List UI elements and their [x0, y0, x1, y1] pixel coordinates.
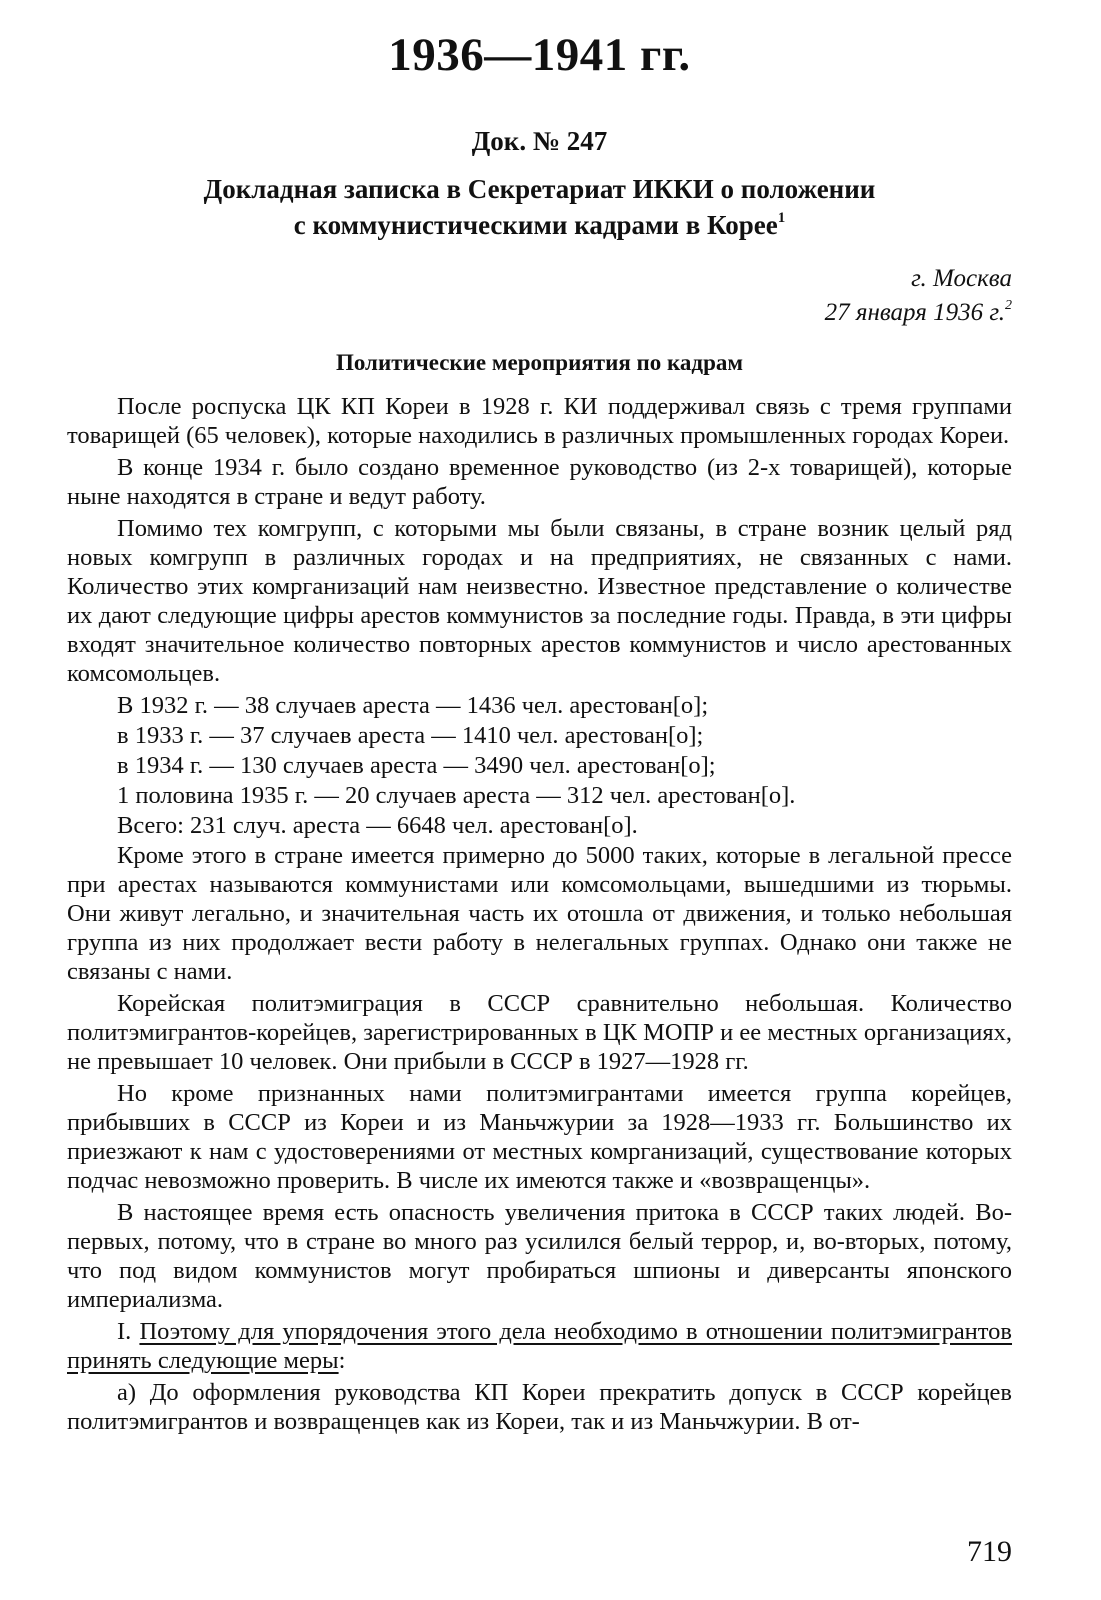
running-head: 1936—1941 гг. [388, 29, 691, 81]
document-title-line-2-text: с коммунистическими кадрами в Корее [293, 210, 778, 240]
document-date-line [825, 296, 1012, 330]
date-footnote-marker: 2 [1005, 298, 1012, 313]
title-footnote-marker: 1 [777, 210, 786, 226]
measures-number: I. [117, 1318, 132, 1345]
measures-colon: : [338, 1347, 346, 1374]
document-title-line-2 [67, 207, 1012, 243]
document-title-line-1: Докладная записка в Секретариат ИККИ о положении [203, 174, 876, 204]
paragraph: В настоящее время есть опасность увеличения притока в СССР таких людей. Во-первых, потому, что в стране во много раз усилился белый террор, и, во-вторых, потому, что под видом коммунистов могут пробираться шпионы и диверсанты японского империализма. [67, 1199, 1012, 1313]
arrest-statistics-line: в 1934 г. — 130 случаев ареста — 3490 чел. арестован[о]; [117, 752, 716, 779]
measures-underlined-text: Поэтому для упорядочения этого дела необходимо в отношении политэмигрантов принять следующие меры [67, 1318, 1013, 1374]
paragraph: После роспуска ЦК КП Кореи в 1928 г. КИ поддерживал связь с тремя группами товарищей (65 человек), которые находились в различных промышленных городах Кореи. [67, 393, 1012, 449]
measures-intro [67, 1317, 1012, 1375]
measure-item-a: а) До оформления руководства КП Кореи прекратить допуск в СССР корейцев политэмигрантов и возвращенцев как из Кореи, так и из Маньчжурии. В от- [67, 1379, 1012, 1435]
arrest-statistics-total: Всего: 231 случ. ареста — 6648 чел. арестован[о]. [117, 812, 638, 839]
paragraph: Помимо тех комгрупп, с которыми мы были связаны, в стране возник целый ряд новых комгрупп в различных городах и на предприятиях, не связанных с нами. Количество этих комрганизаций нам неизвестно. Известное представление о количестве их дают следующие цифры арестов коммунистов за последние годы. Правда, в эти цифры входят значительное количество повторных арестов коммунистов и число арестованных комсомольцев. [67, 515, 1012, 687]
paragraph: Кроме этого в стране имеется примерно до 5000 таких, которые в легальной прессе при арестах называются коммунистами или комсомольцами, вышедшими из тюрьмы. Они живут легально, и значительная часть их отошла от движения, и только небольшая группа из них продолжает вести работу в нелегальных группах. Однако они также не связаны с нами. [67, 842, 1012, 985]
document-place: г. Москва [911, 265, 1012, 292]
arrest-statistics-line: в 1933 г. — 37 случаев ареста — 1410 чел. арестован[о]; [117, 722, 704, 749]
place-and-date [825, 262, 1012, 330]
paragraph: Но кроме признанных нами политэмигрантами имеется группа корейцев, прибывших в СССР из Кореи и из Маньчжурии за 1928—1933 гг. Большинство их приезжают к нам с удостоверениями от местных комрганизаций, существование которых подчас невозможно проверить. В числе их имеются также и «возвращенцы». [67, 1080, 1012, 1194]
page-number: 719 [967, 1535, 1012, 1568]
arrest-statistics-line: 1 половина 1935 г. — 20 случаев ареста — 312 чел. арестован[о]. [117, 782, 796, 809]
arrest-statistics-line: В 1932 г. — 38 случаев ареста — 1436 чел. арестован[о]; [117, 692, 709, 719]
document-date: 27 января 1936 г. [824, 299, 1005, 326]
document-title [67, 171, 1012, 243]
document-number: Док. № 247 [471, 126, 608, 156]
section-heading: Политические мероприятия по кадрам [335, 350, 744, 375]
document-page [67, 0, 1012, 1600]
body-text [67, 392, 1012, 1439]
paragraph: В конце 1934 г. было создано временное руководство (из 2-х товарищей), которые ныне находятся в стране и ведут работу. [67, 454, 1012, 510]
paragraph: Корейская политэмиграция в СССР сравнительно небольшая. Количество политэмигрантов-корейцев, зарегистрированных в ЦК МОПР и ее местных организациях, не превышает 10 человек. Они прибыли в СССР в 1927—1928 гг. [67, 990, 1012, 1075]
